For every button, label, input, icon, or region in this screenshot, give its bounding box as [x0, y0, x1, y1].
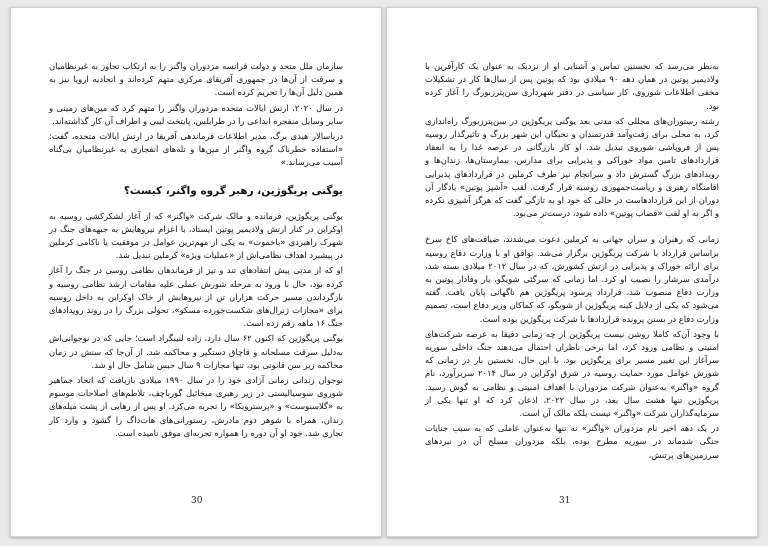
paragraph: با وجود آن‌که کاملا روشن نیست پریگوژین از چه زمانی دقیقا به عرصه شرکت‌های امنیتی و نظامی ورود کرد، اما برخی ناظران احتمال می‌دهند جنگ داخلی سوریه سرآغاز این تغییر مسیر برای پریگوژین بود. با این حال، نخستین بار در زمانی که شورش عوامل مورد حمایت روسیه در شرق اوکراین در سال ۲۰۱۴ سربرآورد، نام گروه «واگنر» به‌عنوان شرکت مزدوران با اهداف امنیتی و نظامی به گوش رسید. پریگوژین تنها هشت سال بعد، در سال ۲۰۲۲، اذعان کرد که او تنها یکی از سرمایه‌گذاران شرکت «واگنر» نیست بلکه مالک آن است. — [425, 328, 719, 419]
paragraph: یوگنی پریگوژین، فرمانده و مالک شرکت «واگنر» که از آغاز لشکرکشی روسیه به اوکراین در کنار ارتش ولادیمیر پوتین ایستاد، با اعزام نیروهایش به جبهه‌های جنگ در شهرک راهبردی «باخموت» به یکی از مهم‌ترین عوامل در موفقیت یا ناکامی کرملین در پیشبرد اهداف نظامی‌اش از «عملیات ویژه» کرملین تبدیل شد. — [49, 210, 343, 261]
paragraph: رشته رستوران‌های مجللی که مدتی بعد یوگنی پریگوژین در سن‌پترزبورگ راه‌اندازی کرد، به محلی برای رفت‌وآمد قدرتمندان و نخبگان این شهر بزرگ و تاثیرگذار روسیه پس از فروپاشی شوروی تبدیل شد. او کار بازرگانی در عرصه غذا را به انعقاد قراردادهای تامین مواد خوراکی و پذیرایی برای مدارس، بیمارستان‌ها، زندان‌ها و رویدادهای بزرگ گسترش داد و سرانجام نیز طرف کرملین در قراردادهای پذیرایی اقامتگاه رهبری و ریاست‌جمهوری روسیه قرار گرفت. لقب «آشپز پوتین» یادگار آن دوران از این قراردادهاست در حالی که خود او به تازگی گفت که هرگز آشپزی نکرده و اگر به او لقب «قصاب پوتین» داده شود، درست‌تر می‌بود. — [425, 115, 719, 219]
paragraph: در سال ۲۰۲۰، ارتش ایالات متحده مزدوران واگنر را متهم کرد که مین‌های زمینی و سایر وسایل منفجره ابداعی را در طرابلس، پایتخت لیبی و اطراف آن کار گذاشته‌اند. — [49, 102, 343, 126]
section-heading: یوگنی پریگوژین، رهبر گروه واگنر، کیست؟ — [123, 184, 343, 197]
paragraph: در یک دهه اخیر نام مزدوران «واگنر» نه تنها به‌عنوان عاملی که به سبب جنایات جنگی شدماند در سوریه مطرح بوده، بلکه مزدوران مسلح آن در نبردهای سرزمین‌های پرتنش، — [425, 423, 719, 460]
page-number: 31 — [559, 496, 571, 506]
paragraph: یوگنی پریگوژین که اکنون ۶۲ سال دارد، زاده لنینگراد است؛ جایی که در نوجوانی‌اش به‌دلیل سرقت مسلحانه و قاچاق دستگیر و محاکمه شد. از آن‌جا که سنش در زمان محاکمه زیر سن قانونی بود، تنها مجازات ۹ سال حبس شامل حال او شد. — [49, 333, 343, 370]
paragraph: نوجوان زندانی زمانی آزادی خود را در سال ۱۹۹۰ میلادی بازیافت که اتحاد جماهیر شوروی سوسیالیستی در زیر رهبری میخائیل گورباچف، تلاطم‌های اصلاحات موسوم به «گلاسنوست» و «پرسترویکا» را تجربه می‌کرد. او پس از رهایی از پشت میله‌های زندان، همراه با شوهر دوم مادرش، رستورانی‌های هات‌داگ را گشود و وارد کار تجاری شد. خود او آن دوره را همواره تجربه‌ای موفق نامیده است. — [49, 375, 343, 438]
right-page-text — [425, 60, 719, 462]
left-page — [10, 7, 382, 537]
paragraph: دریاسالار هیدی برگ، مدیر اطلاعات فرماندهی آفریقا در ارتش ایالات متحده، گفت: «استفاده خطرناک گروه واگنر از مین‌ها و تله‌های انفجاری به غیرنظامیان بی‌گناه آسیب می‌رساند.» — [49, 131, 343, 168]
paragraph: سازمان ملل متحد و دولت فرانسه مزدوران واگنر را به ارتکاب تجاوز به غیرنظامیان و سرقت از آن‌ها در جمهوری آفریقای مرکزی متهم کرده‌اند و اتحادیه اروپا نیز به همین دلیل آن‌ها را تحریم کرده است. — [49, 61, 343, 98]
paragraph: به‌نظر می‌رسد که نخستین تماس و آشنایی او از نزدیک به عنوان یک کارآفرین با ولادیمیر پوتین در همان دهه ۹۰ میلادی بود که پوتین پس از سال‌ها کار در تشکیلات مخفی اطلاعات شوروی، کار سیاسی در دفتر شهرداری سن‌پترزبورگ را آغاز کرده بود. — [425, 61, 719, 111]
left-page-text — [49, 60, 343, 440]
paragraph: زمانی که رهبران و سران جهانی به کرملین دعوت می‌شدند، ضیافت‌های کاخ سرخ براساس قرارداد با شرکت پریگوژین برگزار می‌شد. توافق او با وزارت دفاع روسیه برای ارائه خوراک و پذیرایی در ارتش کشورش، که در سال ۲۰۱۲ میلادی بسته شد، درآمدی سرشار را نصیب او کرد. اما زمانی که سرگئی شویگو، یار وفادار پوتین به وزارت دفاع منصوب شد، قرارداد پرسود پریگوژین هم ناگهانی پایان یافت. گفته می‌شود که یکی از دلایل کینه پریگوژین از شویگو، که کماکان وزیر دفاع است، تصمیم وزارت دفاع در بستن پرونده قراردادها با شرکت پریگوژین بوده است. — [425, 234, 720, 324]
paragraph: او که از مدتی پیش انتقادهای تند و تیز از فرماندهان نظامی روسی در جنگ را آغاز کرده بود، حال با ورود به مرحله شورش عملی علیه مقامات ارشد نظامی روسیه و بازگرداندن مسیر حرکت هزاران تن از نیروهایش از خاک اوکراین به داخل روسیه برای «مجازات ژنرال‌های شکست‌خورده مسکو»، تحولی بزرگ را در روند رویدادهای جنگ ۱۶ ماهه رقم زده است. — [49, 265, 343, 329]
right-page — [386, 7, 758, 537]
page-number: 30 — [191, 496, 203, 506]
